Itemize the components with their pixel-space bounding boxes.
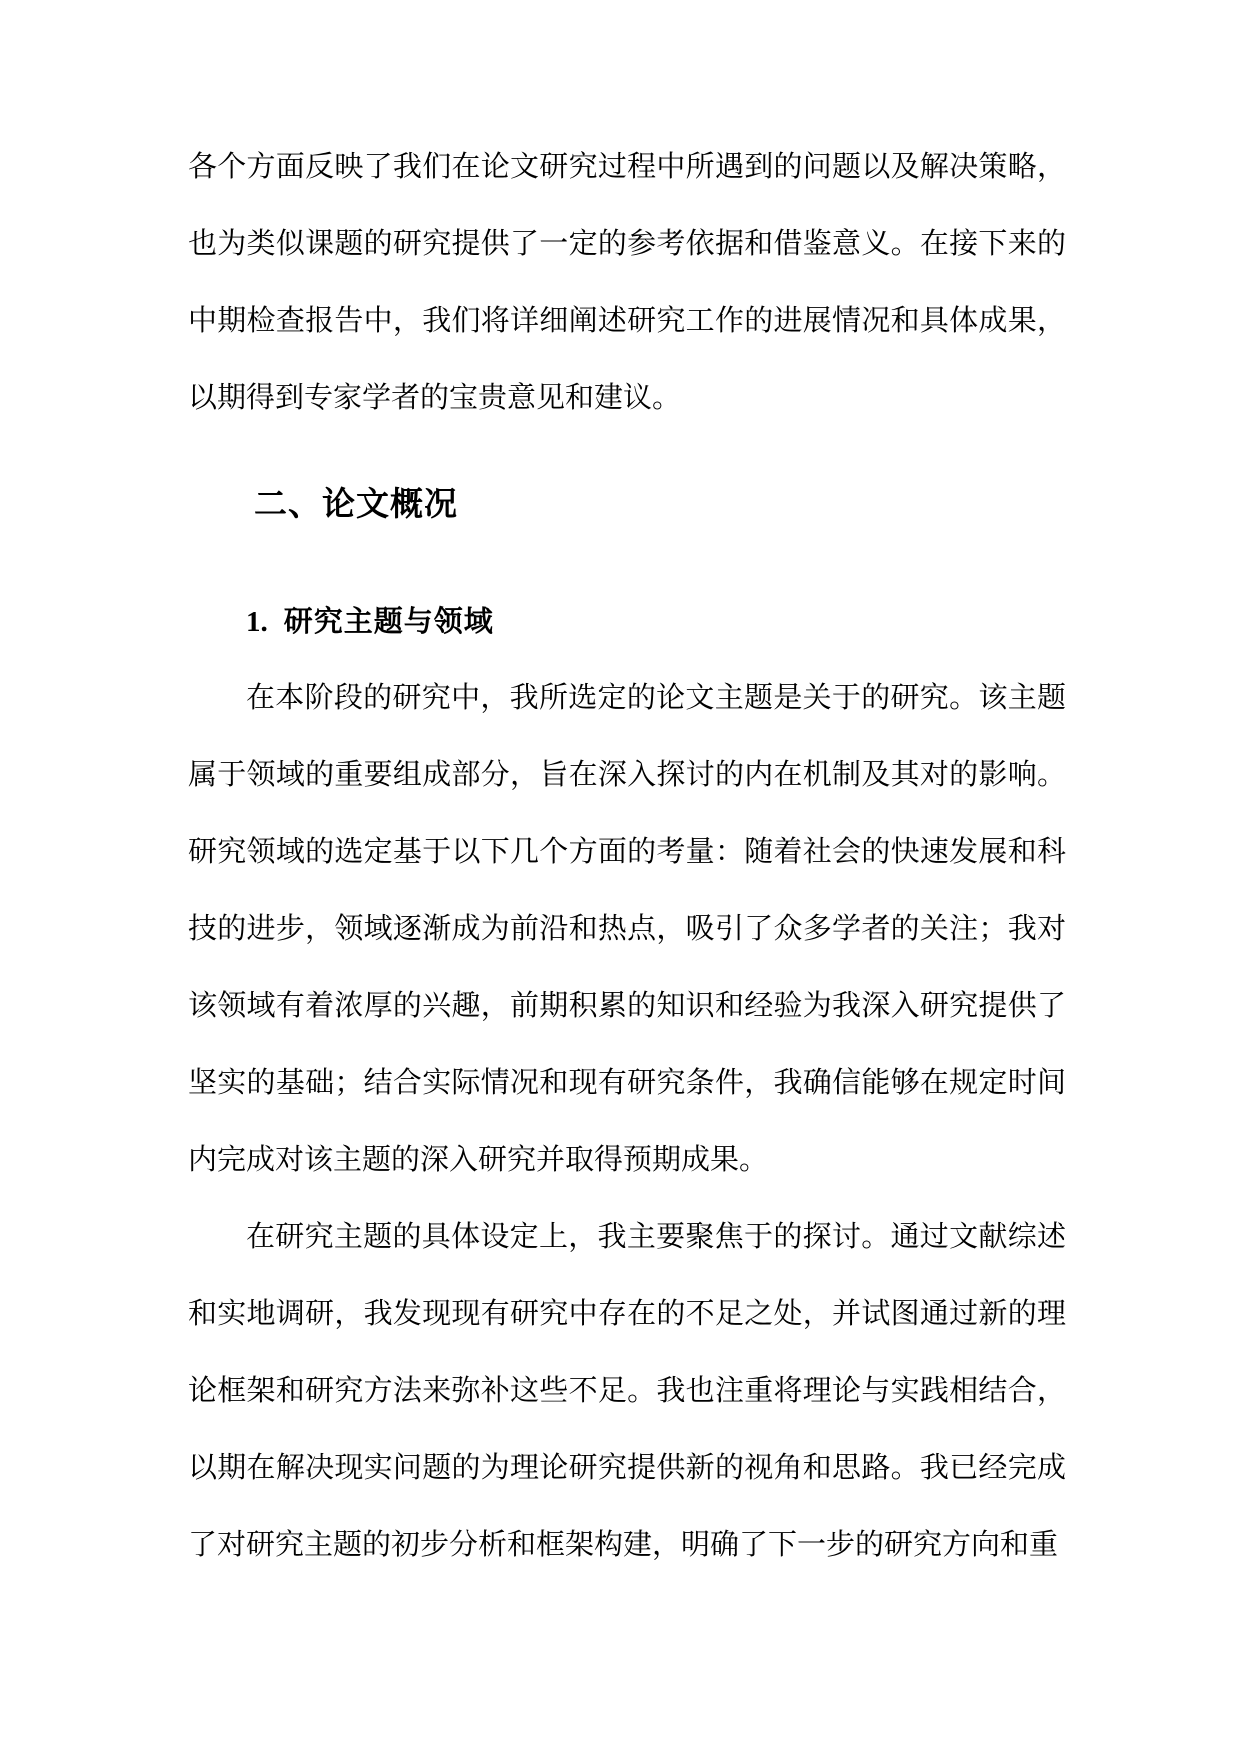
- section-heading: [188, 480, 1066, 528]
- paragraph-intro: 各个方面反映了我们在论文研究过程中所遇到的问题以及解决策略，也为类似课题的研究提供了一定的参考依据和借鉴意义。在接下来的中期检查报告中，我们将详细阐述研究工作的进展情况和具体成果，以期得到专家学者的宝贵意见和建议。: [188, 151, 1066, 414]
- paragraph-research-topic: 在本阶段的研究中，我所选定的论文主题是关于的研究。该主题属于领域的重要组成部分，旨在深入探讨的内在机制及其对的影响。研究领域的选定基于以下几个方面的考量：随着社会的快速发展和科技的进步，领域逐渐成为前沿和热点，吸引了众多学者的关注；我对该领域有着浓厚的兴趣，前期积累的知识和经验为我深入研究提供了坚实的基础；结合实际情况和现有研究条件，我确信能够在规定时间内完成对该主题的深入研究并取得预期成果。: [188, 682, 1066, 1176]
- subsection-number: 1.: [246, 606, 268, 638]
- section-heading-text: 二、论文概况: [254, 485, 458, 522]
- paragraph-research-focus: 在研究主题的具体设定上，我主要聚焦于的探讨。通过文献综述和实地调研，我发现现有研究中存在的不足之处，并试图通过新的理论框架和研究方法来弥补这些不足。我也注重将理论与实践相结合，以期在解决现实问题的为理论研究提供新的视角和思路。我已经完成了对研究主题的初步分析和框架构建，明确了下一步的研究方向和重: [188, 1221, 1066, 1561]
- subsection-heading: [188, 602, 1066, 642]
- subsection-title: 研究主题与领域: [283, 606, 494, 638]
